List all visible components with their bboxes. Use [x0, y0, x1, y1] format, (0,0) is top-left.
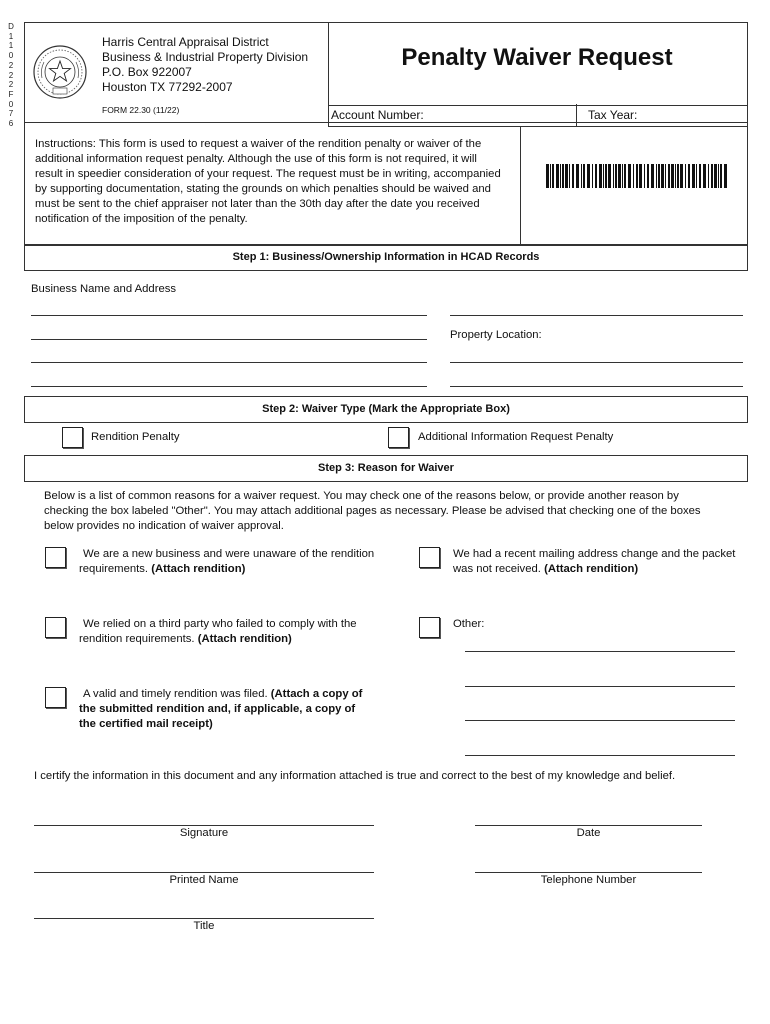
side-code-char: 1	[8, 41, 14, 51]
business-line-4[interactable]	[31, 386, 427, 387]
barcode-bar	[724, 164, 727, 188]
additional-info-penalty-checkbox[interactable]	[388, 427, 409, 448]
property-line-3[interactable]	[450, 386, 743, 387]
reason-address-change-attach: (Attach rendition)	[544, 563, 639, 575]
telephone-label: Telephone Number	[540, 874, 637, 886]
barcode-bar	[628, 164, 631, 188]
barcode-bar	[587, 164, 590, 188]
barcode-bar	[560, 164, 561, 188]
barcode-bar	[613, 164, 614, 188]
barcode-bar	[581, 164, 582, 188]
barcode-bar	[703, 164, 706, 188]
barcode-bar	[644, 164, 645, 188]
reason-timely-rendition	[79, 687, 369, 732]
barcode-bar	[592, 164, 593, 188]
business-line-1[interactable]	[31, 315, 427, 316]
division-name: Business & Industrial Property Division	[102, 50, 309, 64]
barcode-bar	[608, 164, 611, 188]
barcode-bar	[639, 164, 642, 188]
barcode-bar	[708, 164, 709, 188]
barcode-bar	[720, 164, 722, 188]
barcode-bar	[711, 164, 713, 188]
side-code-char: 0	[8, 99, 14, 109]
reason-new-business-checkbox[interactable]	[45, 547, 66, 568]
barcode-bar	[552, 164, 554, 188]
barcode-bar	[633, 164, 634, 188]
reason-new-business-attach: (Attach rendition)	[151, 563, 246, 575]
date-label: Date	[576, 827, 601, 839]
side-code-char: F	[8, 89, 14, 99]
telephone-line[interactable]	[475, 872, 702, 873]
property-line-1[interactable]	[450, 315, 743, 316]
barcode-bar	[714, 164, 717, 188]
rendition-penalty-checkbox[interactable]	[62, 427, 83, 448]
barcode-bar	[556, 164, 559, 188]
barcode-bar	[651, 164, 654, 188]
reason-address-change	[453, 547, 743, 577]
barcode-bar	[658, 164, 660, 188]
account-number-label[interactable]: Account Number:	[331, 108, 424, 122]
tax-year-label[interactable]: Tax Year:	[588, 108, 638, 122]
reason-other-checkbox[interactable]	[419, 617, 440, 638]
signature-label: Signature	[179, 827, 229, 839]
district-address	[102, 35, 308, 95]
reason-third-party	[79, 617, 379, 647]
barcode-bar	[605, 164, 607, 188]
barcode-bar	[576, 164, 579, 188]
page-title: Penalty Waiver Request	[401, 44, 673, 71]
signature-line[interactable]	[34, 825, 374, 826]
barcode-bar	[595, 164, 597, 188]
rendition-penalty-label: Rendition Penalty	[91, 431, 180, 443]
side-code-char: 2	[8, 80, 14, 90]
reason-timely-rendition-checkbox[interactable]	[45, 687, 66, 708]
barcode-bar	[550, 164, 551, 188]
reason-third-party-checkbox[interactable]	[45, 617, 66, 638]
reason-third-party-attach: (Attach rendition)	[197, 633, 292, 645]
form-number: FORM 22.30 (11/22)	[102, 105, 180, 115]
barcode-bar	[677, 164, 679, 188]
barcode-bar	[665, 164, 666, 188]
barcode-bar	[718, 164, 719, 188]
step1-header: Step 1: Business/Ownership Information in HCAD Records	[24, 244, 748, 271]
barcode-bar	[656, 164, 657, 188]
side-code-char: 2	[8, 60, 14, 70]
barcode-bar	[546, 164, 549, 188]
barcode-bar	[680, 164, 683, 188]
barcode-bar	[603, 164, 604, 188]
barcode-bar	[583, 164, 585, 188]
district-name: Harris Central Appraisal District	[102, 35, 269, 49]
form-side-code	[6, 22, 16, 129]
barcode-bar	[599, 164, 602, 188]
additional-info-penalty-label: Additional Information Request Penalty	[418, 431, 614, 443]
barcode-bar	[699, 164, 701, 188]
other-line-2[interactable]	[465, 686, 735, 687]
barcode-bar	[668, 164, 670, 188]
side-code-char: 7	[8, 109, 14, 119]
side-code-char: 2	[8, 70, 14, 80]
reason-timely-rendition-attach: (Attach a copy of the submitted rendition and, if applicable, a copy of the certified mail receipt)	[79, 688, 363, 730]
other-line-1[interactable]	[465, 651, 735, 652]
barcode-bar	[565, 164, 568, 188]
instructions-text: Instructions: This form is used to request a waiver of the rendition penalty or waiver of the additional information request penalty. Although the use of this form is not required, it will result in speedier consideration of your request. The request must be in writing, accompanied by supporting documentation, stating the grounds on which penalties should be waived and must be sent to the chief appraiser not later than the 30th day after the date you received notification of the imposition of the penalty.	[35, 138, 501, 226]
barcode-bar	[661, 164, 664, 188]
reason-third-party-text: We relied on a third party who failed to comply with the rendition requirements.	[79, 618, 357, 645]
barcode-bar	[618, 164, 621, 188]
title-line[interactable]	[34, 918, 374, 919]
date-line[interactable]	[475, 825, 702, 826]
reason-other-label: Other:	[453, 618, 485, 630]
business-line-2[interactable]	[31, 339, 427, 340]
printed-name-line[interactable]	[34, 872, 374, 873]
step3-header: Step 3: Reason for Waiver	[24, 455, 748, 482]
hcad-seal-logo	[32, 44, 88, 100]
barcode-bar	[688, 164, 690, 188]
barcode	[546, 164, 728, 188]
barcode-bar	[696, 164, 697, 188]
barcode-bar	[562, 164, 564, 188]
reason-address-change-checkbox[interactable]	[419, 547, 440, 568]
title-label: Title	[193, 920, 215, 932]
other-line-4[interactable]	[465, 755, 735, 756]
barcode-bar	[615, 164, 617, 188]
barcode-bar	[569, 164, 570, 188]
other-line-3[interactable]	[465, 720, 735, 721]
city-state-zip: Houston TX 77292-2007	[102, 80, 233, 94]
side-code-char: 0	[8, 51, 14, 61]
business-name-label: Business Name and Address	[31, 283, 177, 295]
side-code-char: 6	[8, 119, 14, 129]
reason-new-business-text: We are a new business and were unaware of the rendition requirements.	[79, 548, 375, 575]
step3-intro: Below is a list of common reasons for a waiver request. You may check one of the reasons below, or provide another reason by checking the box labeled "Other". You may attach additional pages as necessary. Please be advised that checking one of the boxes below provides no indication of waiver approval.	[44, 490, 701, 532]
certification-statement: I certify the information in this document and any information attached is true and correct to the best of my knowledge and belief.	[34, 770, 676, 782]
barcode-bar	[624, 164, 626, 188]
barcode-bar	[692, 164, 695, 188]
barcode-bar	[622, 164, 623, 188]
business-line-3[interactable]	[31, 362, 427, 363]
barcode-bar	[636, 164, 638, 188]
property-line-2[interactable]	[450, 362, 743, 363]
barcode-bar	[647, 164, 649, 188]
side-code-char: D	[8, 22, 14, 31]
side-code-char: 1	[8, 31, 14, 41]
barcode-bar	[685, 164, 686, 188]
po-box: P.O. Box 922007	[102, 65, 192, 79]
reason-new-business	[79, 547, 379, 577]
barcode-bar	[572, 164, 574, 188]
barcode-bar	[671, 164, 674, 188]
printed-name-label: Printed Name	[169, 874, 239, 886]
property-location-label: Property Location:	[450, 329, 542, 341]
reason-timely-rendition-text: A valid and timely rendition was filed.	[83, 688, 268, 700]
step2-header: Step 2: Waiver Type (Mark the Appropriate Box)	[24, 396, 748, 423]
barcode-bar	[675, 164, 676, 188]
instructions-divider	[520, 126, 521, 244]
reason-address-change-text: We had a recent mailing address change and the packet was not received.	[453, 548, 736, 575]
